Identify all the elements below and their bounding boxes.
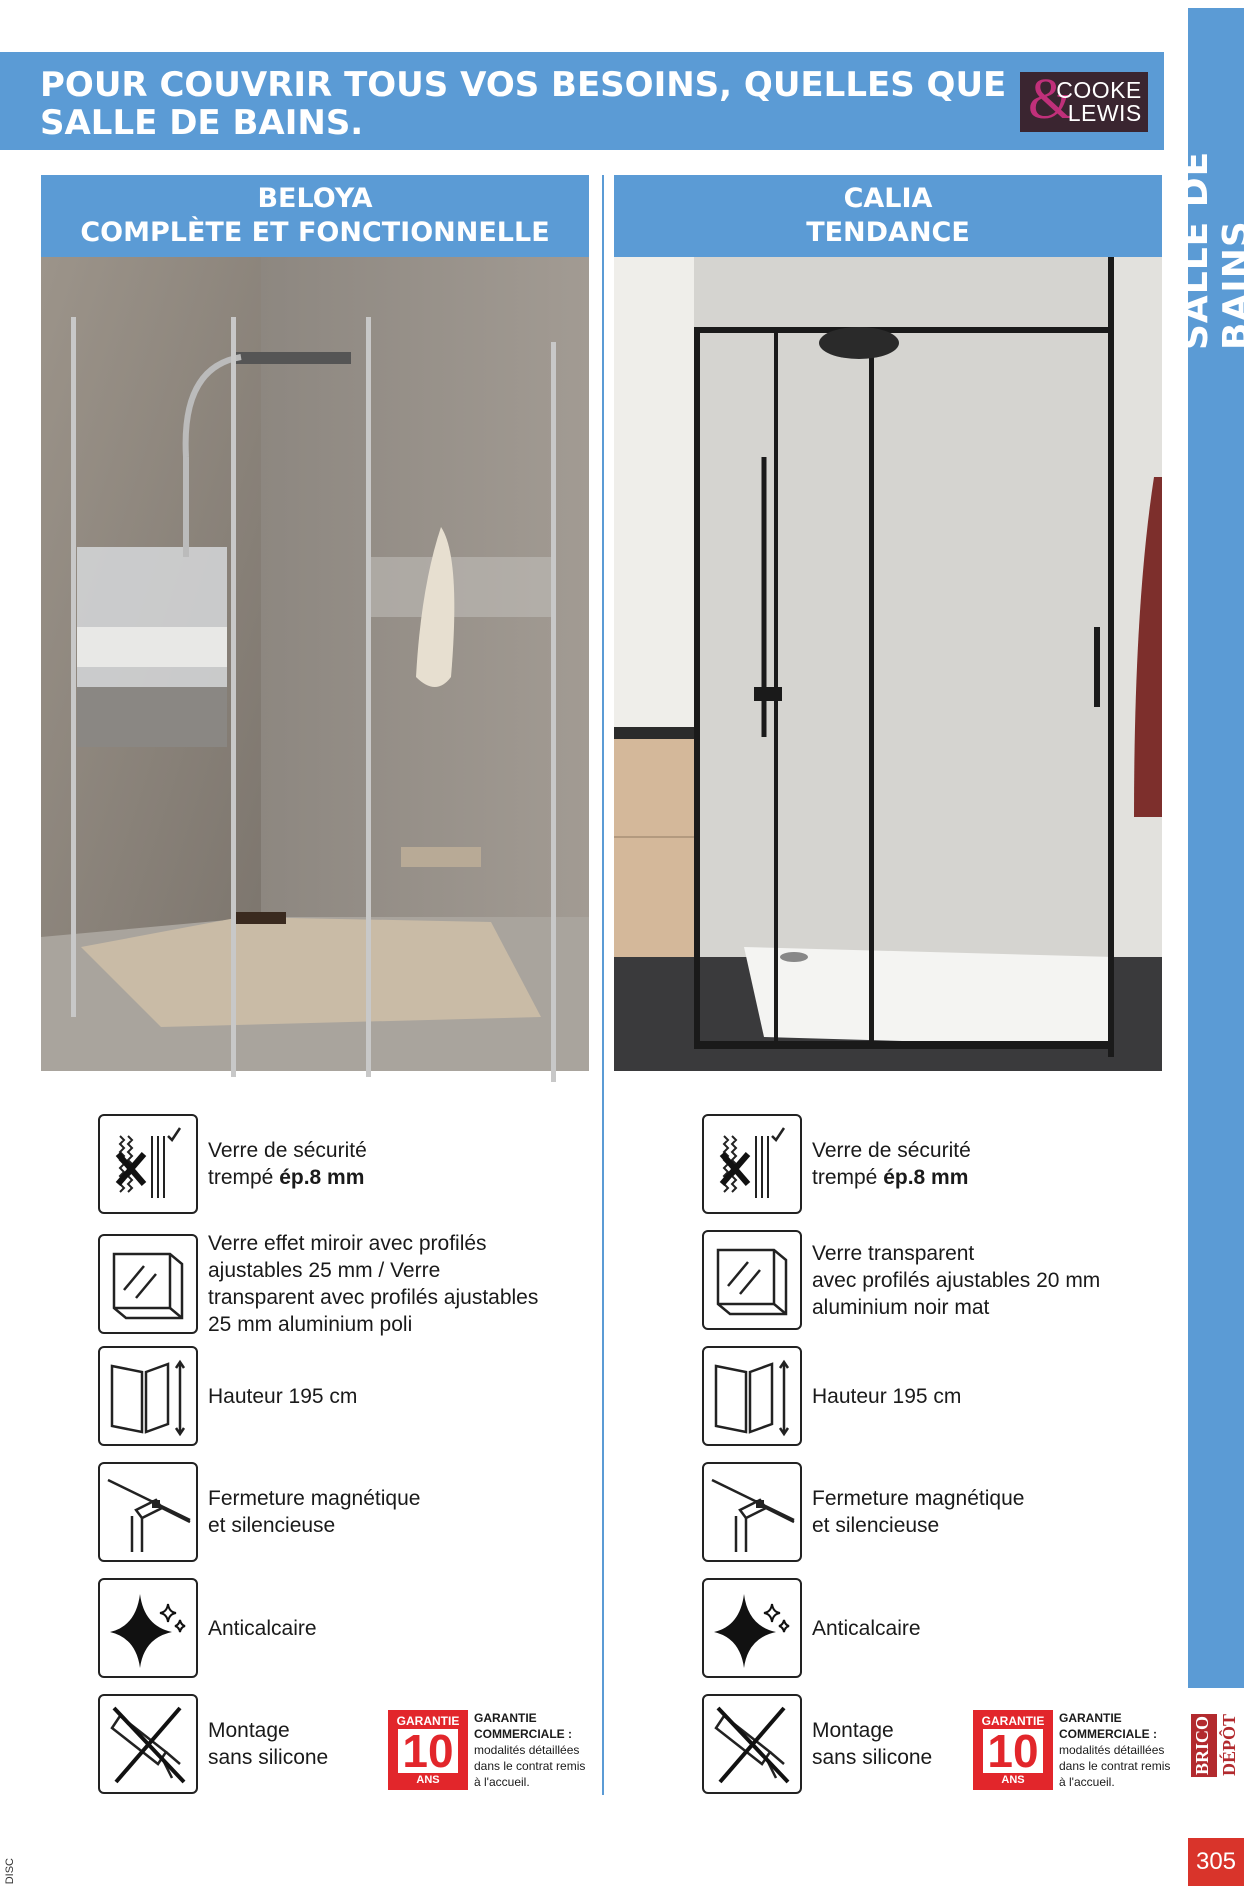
column-divider [602,175,604,1795]
height-icon [98,1346,198,1446]
product-name-left: BELOYA [257,183,373,214]
product-name-right: CALIA [843,183,933,214]
glass-panel-icon [702,1230,802,1330]
brico-depot-logo [1188,1698,1244,1794]
magnetic-closure-icon [702,1462,802,1562]
logo-line-2: LEWIS [1067,100,1142,126]
feature-right-6 [702,1694,932,1794]
feature-text: Hauteur 195 cm [812,1384,962,1408]
logo-line-1: COOKE [1056,77,1142,103]
side-section-title: SALLE DE BAINS [1175,150,1257,350]
feature-text: avec profilés ajustables 20 mm [812,1268,1101,1292]
warranty-badge-number: 10 [983,1729,1042,1773]
feature-text-bold: ép.8 mm [279,1166,365,1189]
product-tagline-right: TENDANCE [806,217,970,248]
feature-text: sans silicone [812,1746,933,1769]
cooke-lewis-logo [1020,66,1148,132]
glass-panel-icon [98,1234,198,1334]
product-photo-calia [614,257,1162,1071]
feature-text: aluminium noir mat [812,1295,990,1319]
feature-text: trempé [812,1166,884,1189]
magnetic-closure-icon [98,1462,198,1562]
feature-left-5 [98,1578,317,1678]
feature-text: Verre de sécurité [812,1139,971,1162]
warranty-badge-number: 10 [398,1729,457,1773]
feature-text: Fermeture magnétique [812,1487,1025,1510]
page-number: 305 [1188,1838,1244,1886]
feature-left-2 [98,1230,548,1338]
feature-text: Montage [208,1719,290,1742]
brand-bottom: DÉPÔT [1219,1714,1239,1777]
sparkle-icon [98,1578,198,1678]
warranty-badge-top: GARANTIE [981,1713,1045,1728]
sparkle-icon [702,1578,802,1678]
warranty-badge-bottom: ANS [416,1773,440,1786]
warranty-title: GARANTIE COMMERCIALE : [1059,1711,1157,1741]
feature-text: Fermeture magnétique [208,1487,421,1510]
product-header-right [614,175,1162,257]
feature-text: Hauteur 195 cm [208,1384,358,1408]
warranty-badge [388,1710,468,1790]
tempered-glass-icon [98,1114,198,1214]
warranty-text: modalités détaillées dans le contrat remis à l'accueil. [1059,1743,1171,1789]
feature-text: Montage [812,1719,894,1742]
feature-left-4 [98,1462,420,1562]
product-header-left [41,175,589,257]
feature-text: sans silicone [208,1746,329,1769]
feature-right-1 [702,1114,971,1214]
no-silicone-icon [98,1694,198,1794]
feature-text-bold: ép.8 mm [883,1166,969,1189]
feature-text: et silencieuse [208,1514,336,1537]
feature-left-1 [98,1114,367,1214]
warranty-title: GARANTIE COMMERCIALE : [474,1711,572,1741]
feature-text: Anticalcaire [208,1616,317,1640]
logo-ampersand: & [1028,66,1074,131]
feature-text: et silencieuse [812,1514,940,1537]
feature-right-4 [702,1462,1024,1562]
product-tagline-left: COMPLÈTE ET FONCTIONNELLE [80,217,550,248]
product-photo-beloya [41,257,589,1071]
warranty-right [973,1710,1171,1790]
warranty-badge-bottom: ANS [1001,1773,1025,1786]
disc-label: DISC [4,1858,16,1885]
brand-top: BRICO [1191,1714,1217,1777]
feature-right-5 [702,1578,921,1678]
banner-title: POUR COUVRIR TOUS VOS BESOINS, QUELLES QUE SALLE DE BAINS. [40,65,1007,143]
warranty-text: modalités détaillées dans le contrat remis à l'accueil. [474,1743,586,1789]
warranty-badge-top: GARANTIE [396,1713,460,1728]
feature-text: trempé [208,1166,280,1189]
warranty-left [388,1710,586,1790]
feature-text: Verre transparent [812,1241,975,1265]
feature-left-6 [98,1694,328,1794]
feature-text: Verre effet miroir avec profilés ajustables 25 mm / Verre transparent avec profilés ajustables 25 mm aluminium poli [208,1232,539,1336]
height-icon [702,1346,802,1446]
feature-right-3 [702,1346,961,1446]
tempered-glass-icon [702,1114,802,1214]
feature-right-2 [702,1230,1100,1330]
feature-left-3 [98,1346,357,1446]
warranty-badge [973,1710,1053,1790]
feature-text: Verre de sécurité [208,1139,367,1162]
no-silicone-icon [702,1694,802,1794]
feature-text: Anticalcaire [812,1616,921,1640]
